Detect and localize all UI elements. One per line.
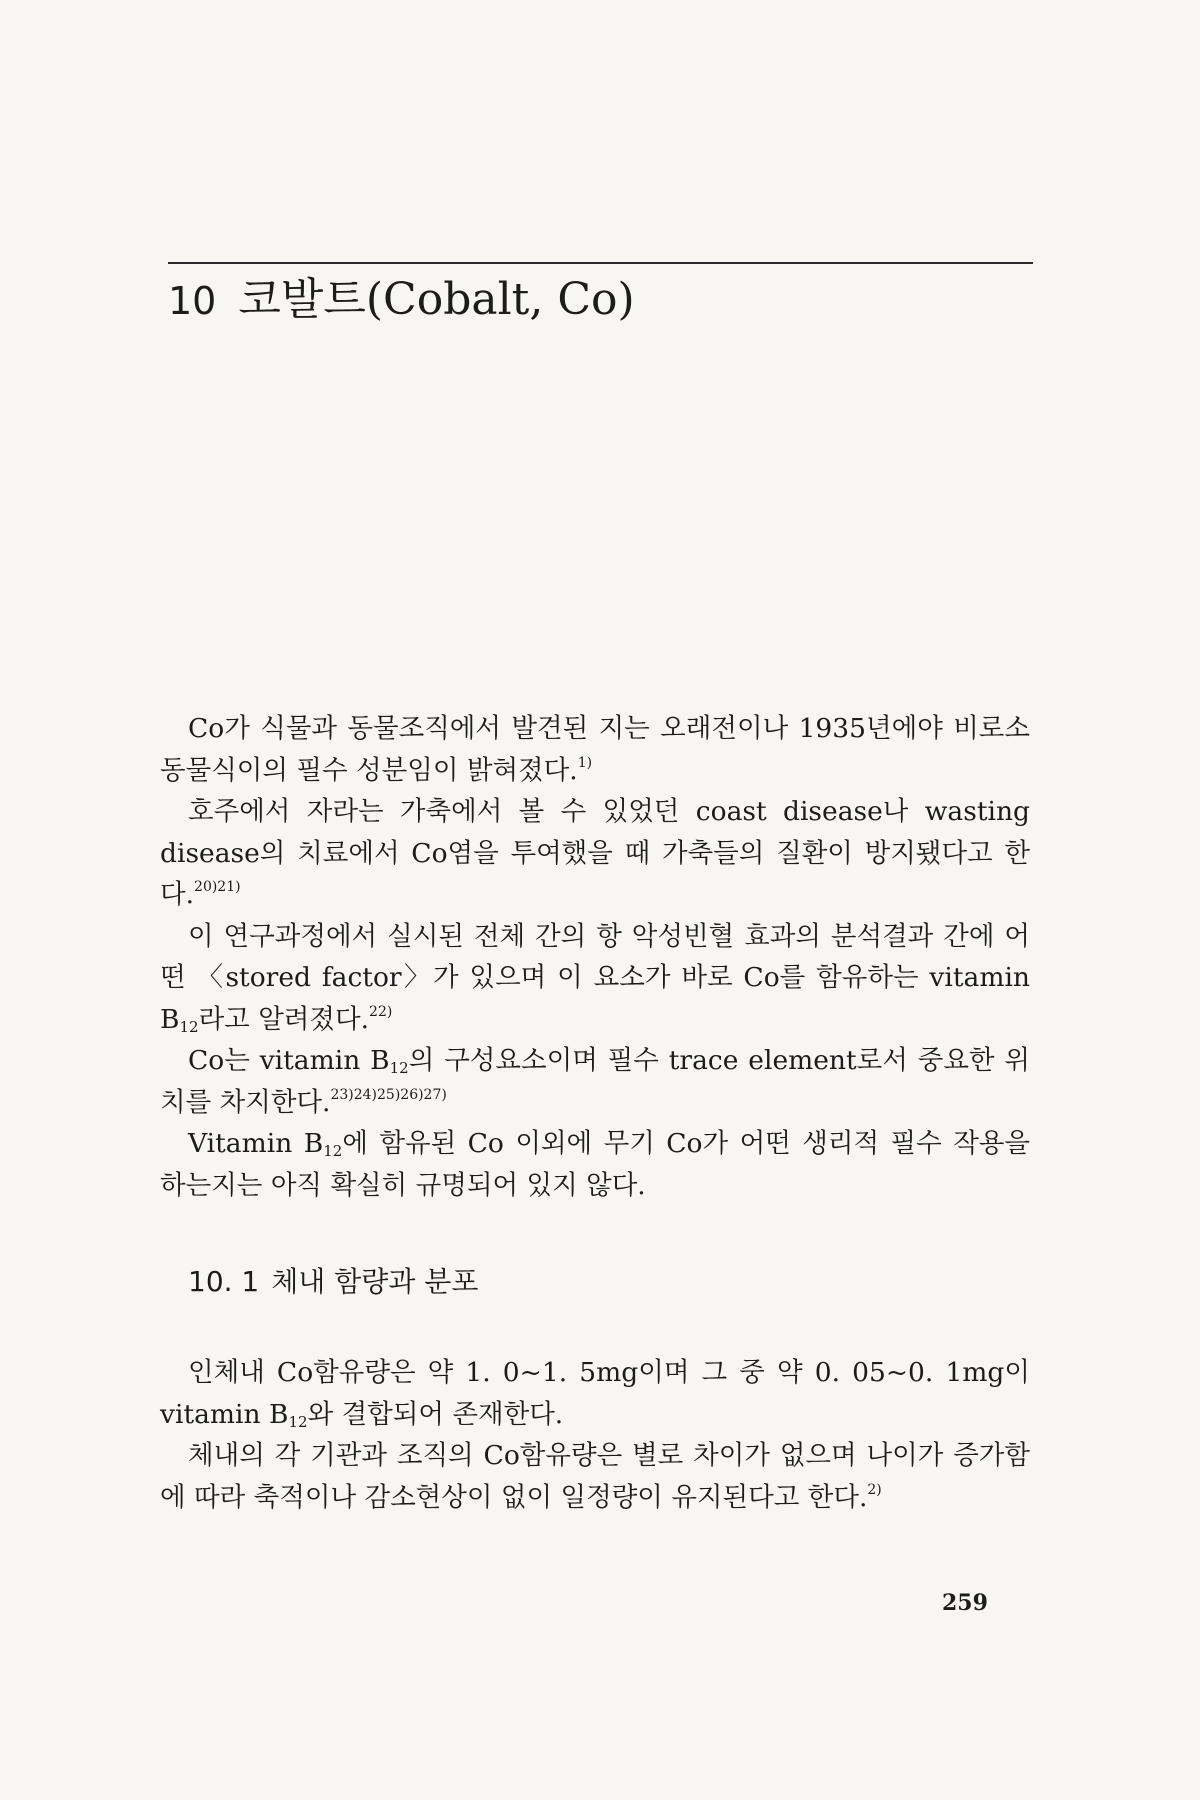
paragraph-text: 라고 알려졌다. [198, 1003, 370, 1035]
paragraph [160, 708, 1030, 791]
chapter-rule [168, 262, 1033, 264]
subscript: 12 [288, 1412, 308, 1431]
chapter-title [168, 272, 635, 329]
footnote-ref: 23)24)25)26)27) [330, 1086, 447, 1103]
footnote-ref: 1) [577, 754, 593, 771]
footnote-ref: 20)21) [194, 879, 241, 895]
footnote-ref: 2) [867, 1481, 882, 1498]
paragraph-text: Co는 vitamin B [188, 1045, 390, 1076]
paragraph [160, 1352, 1030, 1435]
subscript: 12 [389, 1059, 409, 1077]
paragraph [160, 1435, 1030, 1518]
subscript: 12 [179, 1017, 199, 1036]
paragraph-text: 체내의 각 기관과 조직의 Co함유량은 별로 차이가 없으며 나이가 증가함에 따라 축적이나 감소현상이 없이 일정량이 유지된다고 한다. [160, 1440, 1030, 1513]
paragraph-text: 의 구성요소이며 필수 trace element로서 중요한 위치를 차지한다. [160, 1045, 1030, 1118]
paragraph-text: 에 함유된 Co 이외에 무기 Co가 어떤 생리적 필수 작용을 하는지는 아직 확실히 규명되어 있지 않다. [160, 1128, 1030, 1201]
chapter-title-text: 코발트(Cobalt, Co) [238, 274, 635, 325]
chapter-number: 10 [168, 279, 217, 323]
paragraph [160, 1040, 1030, 1123]
paragraph [160, 916, 1030, 1041]
paragraph-text: 인체내 Co함유량은 약 1. 0~1. 5mg이며 그 중 약 0. 05~0. 1mg이 vitamin B [160, 1357, 1030, 1430]
paragraph-text: 호주에서 자라는 가축에서 볼 수 있었던 coast disease나 wasting disease의 치료에서 Co염을 투여했을 때 가축들의 질환이 방지됐다고 한다. [160, 796, 1030, 910]
section-title: 체내 함량과 분포 [271, 1265, 479, 1298]
paragraph [160, 1123, 1030, 1206]
paragraph-text: 와 결합되어 존재한다. [307, 1398, 564, 1430]
paragraph-text: 이 연구과정에서 실시된 전체 간의 항 악성빈혈 효과의 분석결과 간에 어떤 〈stored factor〉가 있으며 이 요소가 바로 Co를 함유하는 vitamin B [160, 920, 1030, 1035]
section-number: 10. 1 [188, 1265, 260, 1298]
section-heading [188, 1262, 478, 1302]
footnote-ref: 22) [369, 1003, 393, 1020]
paragraph [160, 791, 1030, 916]
paragraph-text: Vitamin B [188, 1128, 324, 1159]
page-number: 259 [942, 1590, 988, 1616]
paragraph-text: Co가 식물과 동물조직에서 발견된 지는 오래전이나 1935년에야 비로소 동물식이의 필수 성분임이 밝혀졌다. [160, 713, 1030, 786]
intro-text [160, 708, 1030, 1206]
subscript: 12 [323, 1142, 343, 1160]
section-text [160, 1352, 1030, 1518]
